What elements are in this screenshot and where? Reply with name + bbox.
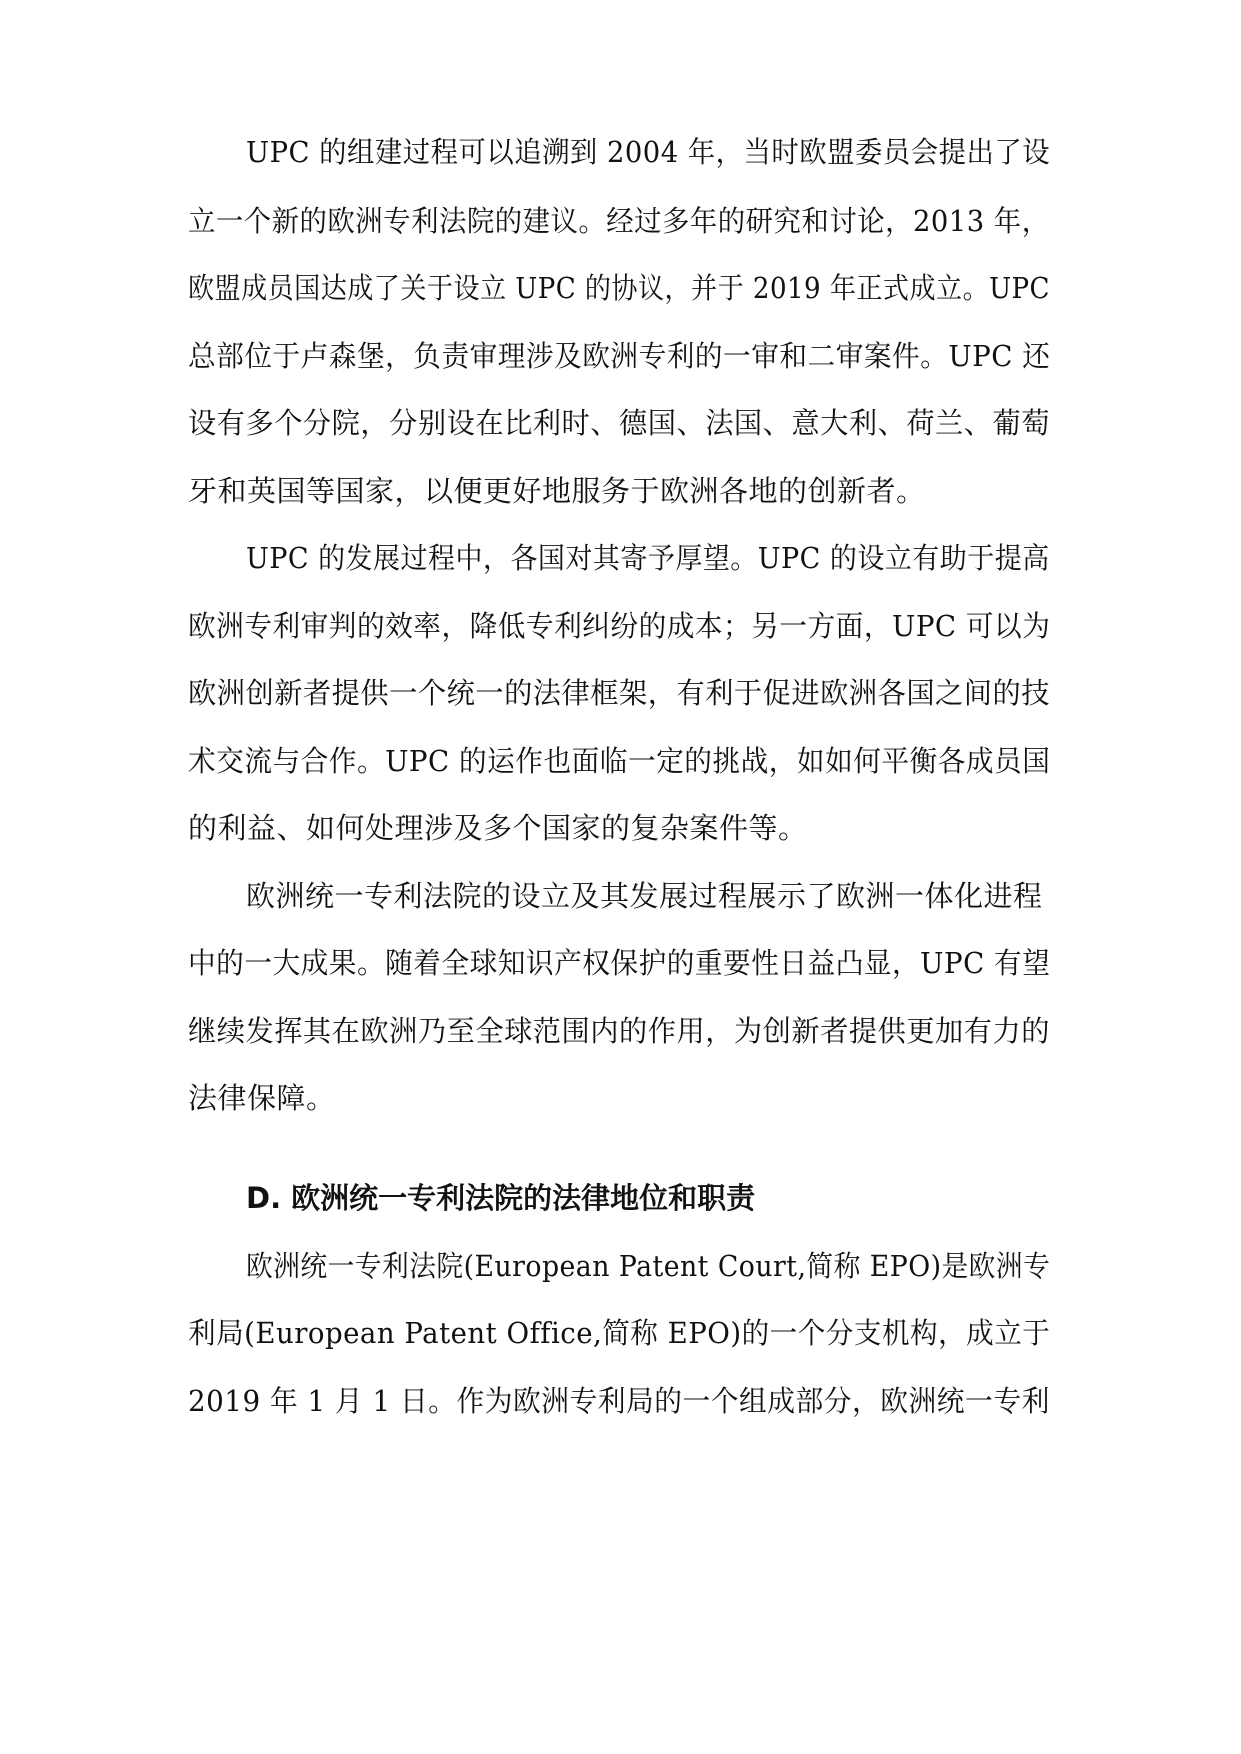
paragraph-4-line-2: 利局(European Patent Office,简称 EPO)的一个分支机构，成立于 [188, 1316, 1051, 1350]
paragraph-2-line-5: 的利益、如何处理涉及多个国家的复杂案件等。 [188, 811, 808, 845]
section-heading: D. 欧洲统一专利法院的法律地位和职责 [246, 1181, 756, 1215]
paragraph-1-line-4: 总部位于卢森堡，负责审理涉及欧洲专利的一审和二审案件。UPC 还 [188, 339, 1051, 373]
paragraph-3-line-4: 法律保障。 [188, 1081, 336, 1115]
paragraph-4-line-3: 2019 年 1 月 1 日。作为欧洲专利局的一个组成部分，欧洲统一专利 [188, 1384, 1050, 1418]
paragraph-2-line-4: 术交流与合作。UPC 的运作也面临一定的挑战，如如何平衡各成员国 [188, 744, 1051, 778]
paragraph-1-line-6: 牙和英国等国家，以便更好地服务于欧洲各地的创新者。 [188, 474, 926, 508]
paragraph-1-line-1: UPC 的组建过程可以追溯到 2004 年，当时欧盟委员会提出了设 [246, 135, 1051, 169]
paragraph-3-line-2: 中的一大成果。随着全球知识产权保护的重要性日益凸显，UPC 有望 [188, 946, 1051, 980]
paragraph-2-line-3: 欧洲创新者提供一个统一的法律框架，有利于促进欧洲各国之间的技 [188, 676, 1051, 710]
paragraph-1-line-3: 欧盟成员国达成了关于设立 UPC 的协议，并于 2019 年正式成立。UPC [188, 271, 1050, 305]
paragraph-3-line-1: 欧洲统一专利法院的设立及其发展过程展示了欧洲一体化进程 [246, 879, 1043, 913]
paragraph-3-line-3: 继续发挥其在欧洲乃至全球范围内的作用，为创新者提供更加有力的 [188, 1014, 1051, 1048]
paragraph-1-line-5: 设有多个分院，分别设在比利时、德国、法国、意大利、荷兰、葡萄 [188, 406, 1051, 440]
paragraph-1-line-2: 立一个新的欧洲专利法院的建议。经过多年的研究和讨论，2013 年， [188, 204, 1050, 238]
paragraph-2-line-2: 欧洲专利审判的效率，降低专利纠纷的成本；另一方面，UPC 可以为 [188, 609, 1051, 643]
paragraph-2-line-1: UPC 的发展过程中，各国对其寄予厚望。UPC 的设立有助于提高 [246, 541, 1050, 575]
paragraph-4-line-1: 欧洲统一专利法院(European Patent Court,简称 EPO)是欧洲专 [246, 1249, 1051, 1283]
